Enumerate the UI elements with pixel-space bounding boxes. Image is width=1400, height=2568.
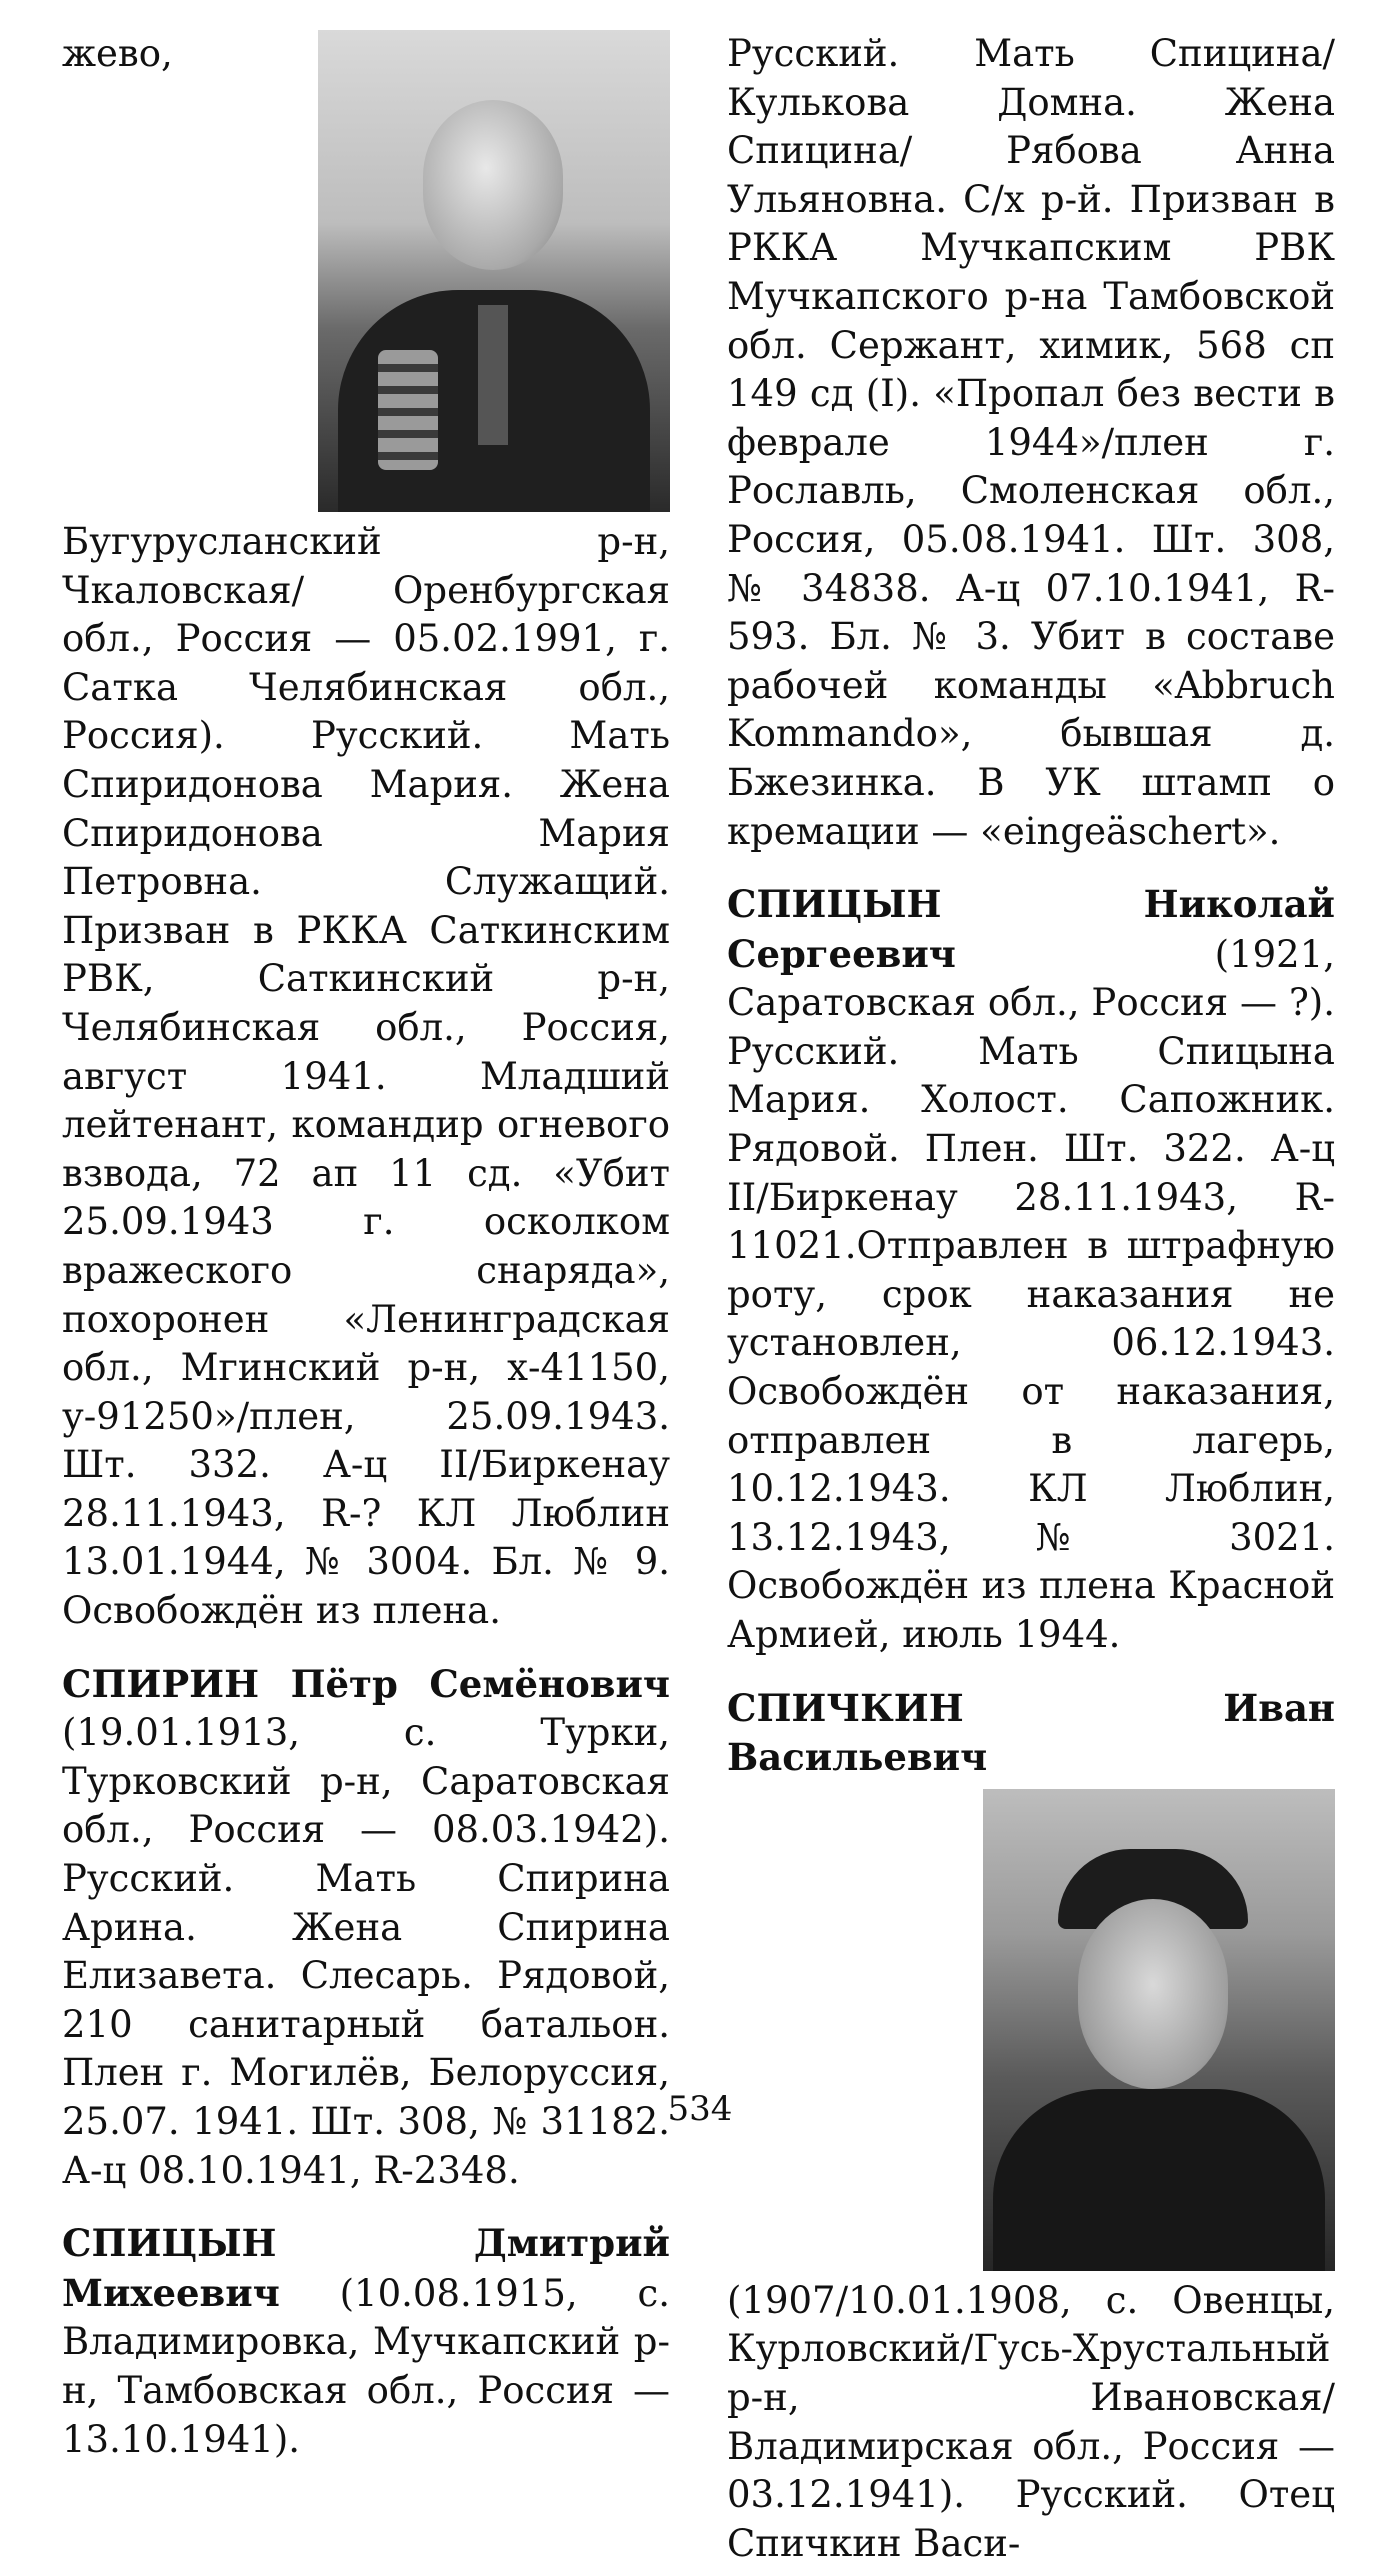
portrait-head (423, 100, 563, 270)
portrait-photo-spichkin (983, 1789, 1335, 2271)
portrait-head (1078, 1899, 1228, 2089)
entry-text: (1921, Саратовская обл., Россия — ?). Русский. Мать Спицына Мария. Холост. Сапожник. Рядовой. Плен. Шт. 322. А-ц II/Биркенау 28.11.1943, R-11021.Отправлен в штрафную роту, срок наказания не установлен, 06.12.1943. Освобождён от наказания, отправлен в лагерь, 10.12.1943. КЛ Люблин, 13.12.1943, № 3021. Освобождён из плена Красной Армией, июль 1944. (727, 932, 1335, 1656)
entry-text: Русский. Мать Спицина/Кулькова Домна. Жена Спицина/ Рябова Анна Ульяновна. С/х р-й. Призван в РККА Мучкапским РВК Мучкапского р-на Тамбовской обл. Сержант, химик, 568 сп 149 сд (I). «Пропал без вести в феврале 1944»/плен г. Рославль, Смоленская обл., Россия, 05.08.1941. Шт. 308, № 34838. А-ц 07.10.1941, R-593. Бл. № 3. Убит в составе рабочей команды «Abbruch Kommando», бывшая д. Бжезинка. В УК штамп о кремации — «eingeäschert». (727, 32, 1335, 853)
entry-text: жево, Бугурусланский р-н, Чкаловская/ Оренбургская обл., Россия — 05.02.1991, г. Сатка Челябинская обл., Россия). Русский. Мать Спиридонова Мария. Жена Спиридонова Мария Петровна. Служащий. Призван в РККА Саткинским РВК, Саткинский р-н, Челябинская обл., Россия, август 1941. Младший лейтенант, командир огневого взвода, 72 ап 11 сд. «Убит 25.09.1943 г. осколком вражеского снаряда», похоронен «Ленинградская обл., Мгинский р-н, х-41150, у-91250»/плен, 25.09.1943. Шт. 332. А-ц II/Биркенау 28.11.1943, R-? КЛ Люблин 13.01.1944, № 3004. Бл. № 9. Освобождён из плена. (62, 32, 670, 1633)
entry-name: СПИРИН Пётр Семёнович (62, 1661, 670, 1706)
entry-text: (19.01.1913, с. Турки, Турковский р-н, Саратовская обл., Россия — 08.03.1942). Русский. Мать Спирина Арина. Жена Спирина Елизавета. Слесарь. Рядовой, 210 санитарный батальон. Плен г. Могилёв, Белоруссия, 25.07. 1941. Шт. 308, № 31182. А-ц 08.10.1941, R-2348. (62, 1711, 670, 2192)
entry (727, 880, 1335, 1660)
page-number: 534 (667, 2089, 733, 2129)
entry (62, 2219, 670, 2464)
portrait-photo-spiridonov (318, 30, 670, 512)
portrait-medals (378, 350, 438, 470)
entry-name: СПИЦЫН Николай Сергеевич (727, 882, 1335, 976)
entry-text: (1907/10.01.1908, с. Овенцы, Курловский/Гусь-Хрустальный р-н, Ивановская/Владимирская обл., Россия — 03.12.1941). Русский. Отец Спичкин Васи- (727, 2278, 1335, 2565)
right-column (727, 30, 1335, 2568)
entry-name: СПИЧКИН Иван Васильевич (727, 1685, 1335, 1780)
portrait-tie (478, 305, 508, 445)
entry-name: СПИЦЫН Дмитрий Михеевич (62, 2221, 670, 2315)
entry-text: (10.08.1915, с. Владимировка, Мучкапский р-н, Тамбовская обл., Россия — 13.10.1941). (62, 2271, 670, 2461)
